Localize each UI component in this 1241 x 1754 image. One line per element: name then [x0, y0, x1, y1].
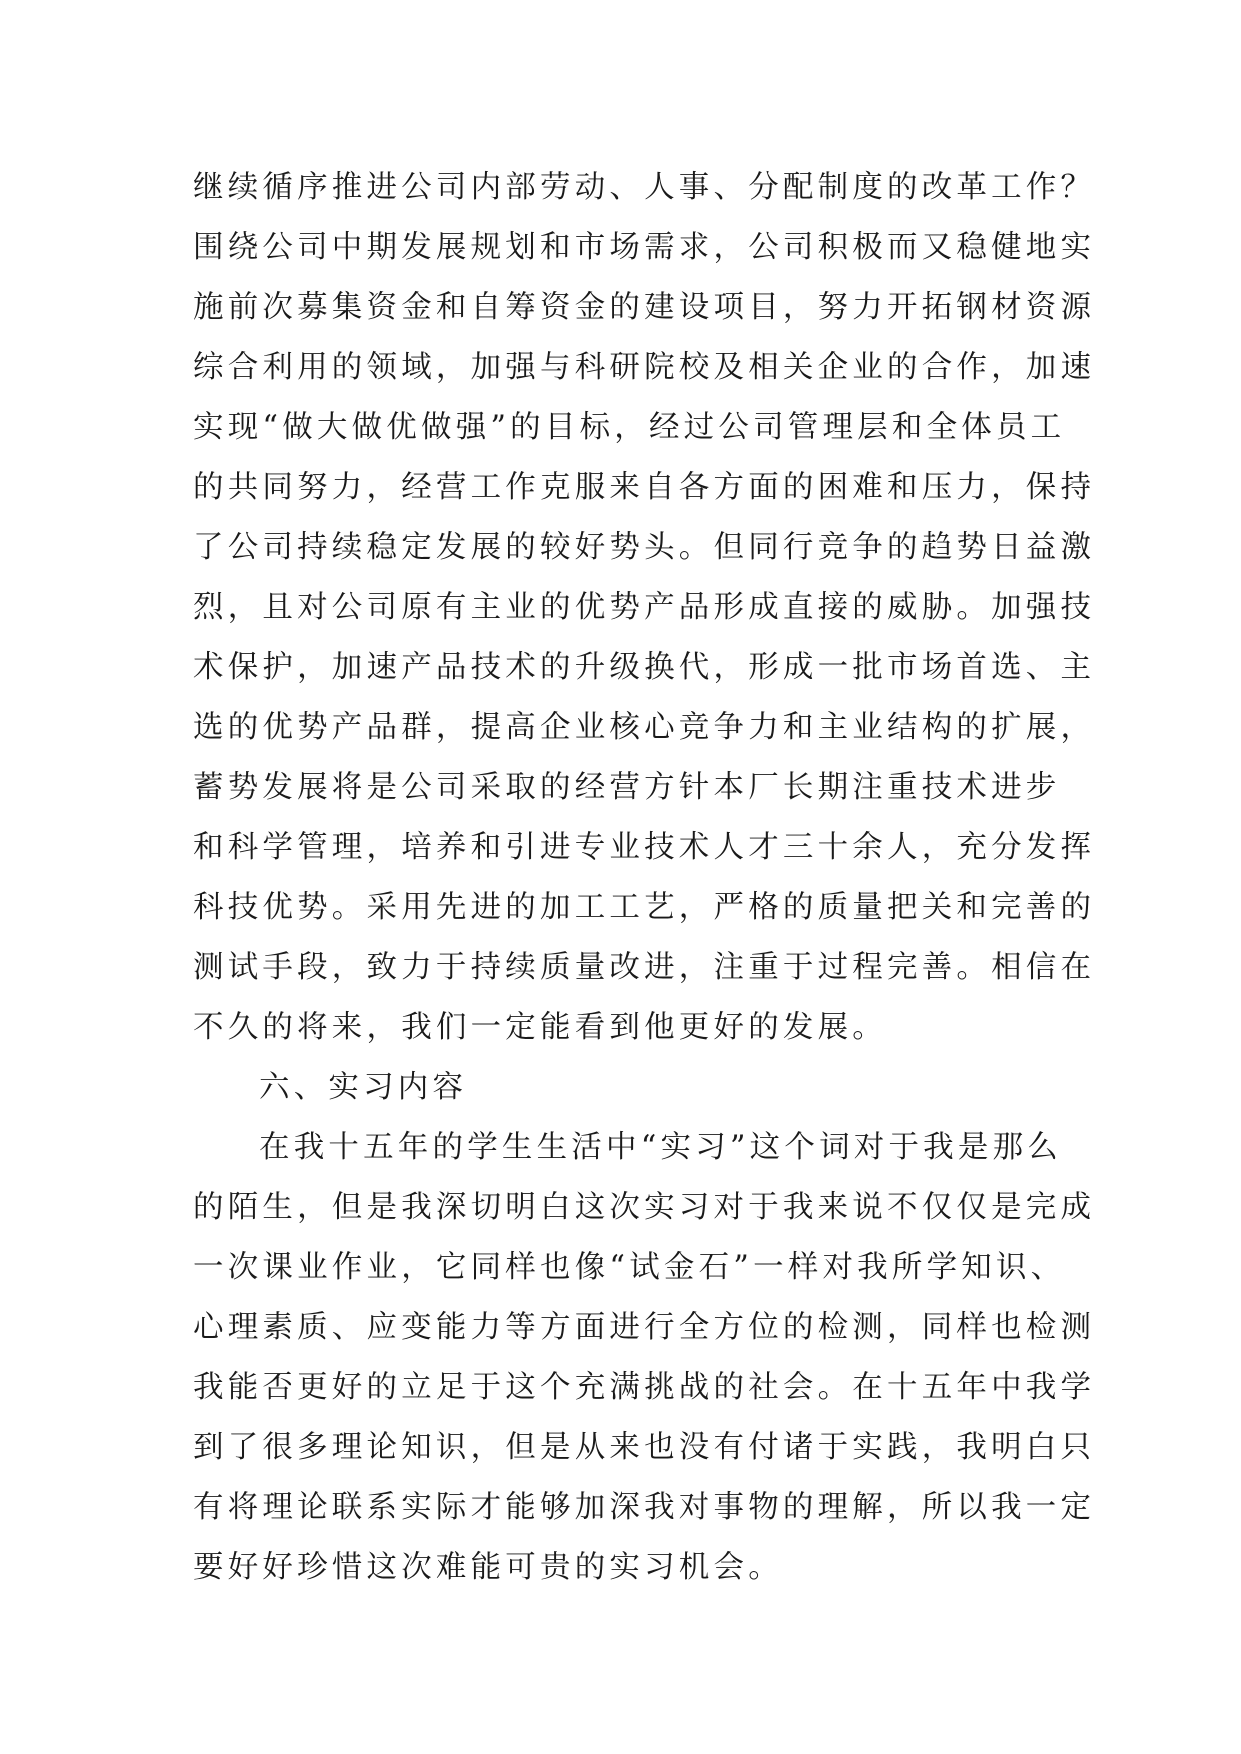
paragraph-line: 科技优势。采用先进的加工工艺，严格的质量把关和完善的	[193, 890, 1096, 925]
paragraph-line: 选的优势产品群，提高企业核心竞争力和主业结构的扩展，	[193, 710, 1096, 745]
paragraph-line: 有将理论联系实际才能够加深我对事物的理解，所以我一定	[193, 1490, 1096, 1525]
paragraph-line: 要好好珍惜这次难能可贵的实习机会。	[193, 1550, 783, 1585]
paragraph-line: 不久的将来，我们一定能看到他更好的发展。	[193, 1010, 887, 1045]
section-heading: 六、实习内容	[259, 1070, 468, 1105]
paragraph-line: 的共同努力，经营工作克服来自各方面的困难和压力，保持	[193, 470, 1096, 505]
paragraph-line: 蓄势发展将是公司采取的经营方针本厂长期注重技术进步	[193, 770, 1061, 805]
paragraph-line: 的陌生，但是我深切明白这次实习对于我来说不仅仅是完成	[193, 1190, 1096, 1225]
paragraph-line: 术保护，加速产品技术的升级换代，形成一批市场首选、主	[193, 650, 1096, 685]
paragraph-line: 到了很多理论知识，但是从来也没有付诸于实践，我明白只	[193, 1430, 1096, 1465]
paragraph-line: 围绕公司中期发展规划和市场需求，公司积极而又稳健地实	[193, 230, 1096, 265]
paragraph-line: 一次课业作业，它同样也像“试金石”一样对我所学知识、	[193, 1250, 1066, 1285]
paragraph-line: 在我十五年的学生生活中“实习”这个词对于我是那么	[259, 1130, 1062, 1165]
paragraph-line: 烈，且对公司原有主业的优势产品形成直接的威胁。加强技	[193, 590, 1096, 625]
paragraph-line: 和科学管理，培养和引进专业技术人才三十余人，充分发挥	[193, 830, 1096, 865]
paragraph-line: 了公司持续稳定发展的较好势头。但同行竞争的趋势日益激	[193, 530, 1096, 565]
paragraph-line: 综合利用的领域，加强与科研院校及相关企业的合作，加速	[193, 350, 1096, 385]
paragraph-line: 心理素质、应变能力等方面进行全方位的检测，同样也检测	[193, 1310, 1096, 1345]
paragraph-line: 施前次募集资金和自筹资金的建设项目，努力开拓钢材资源	[193, 290, 1096, 325]
paragraph-line: 实现“做大做优做强”的目标，经过公司管理层和全体员工	[193, 410, 1066, 445]
body-text	[193, 158, 1096, 1598]
paragraph-line: 测试手段，致力于持续质量改进，注重于过程完善。相信在	[193, 950, 1096, 985]
paragraph-line: 继续循序推进公司内部劳动、人事、分配制度的改革工作？	[193, 170, 1096, 205]
paragraph-line: 我能否更好的立足于这个充满挑战的社会。在十五年中我学	[193, 1370, 1096, 1405]
